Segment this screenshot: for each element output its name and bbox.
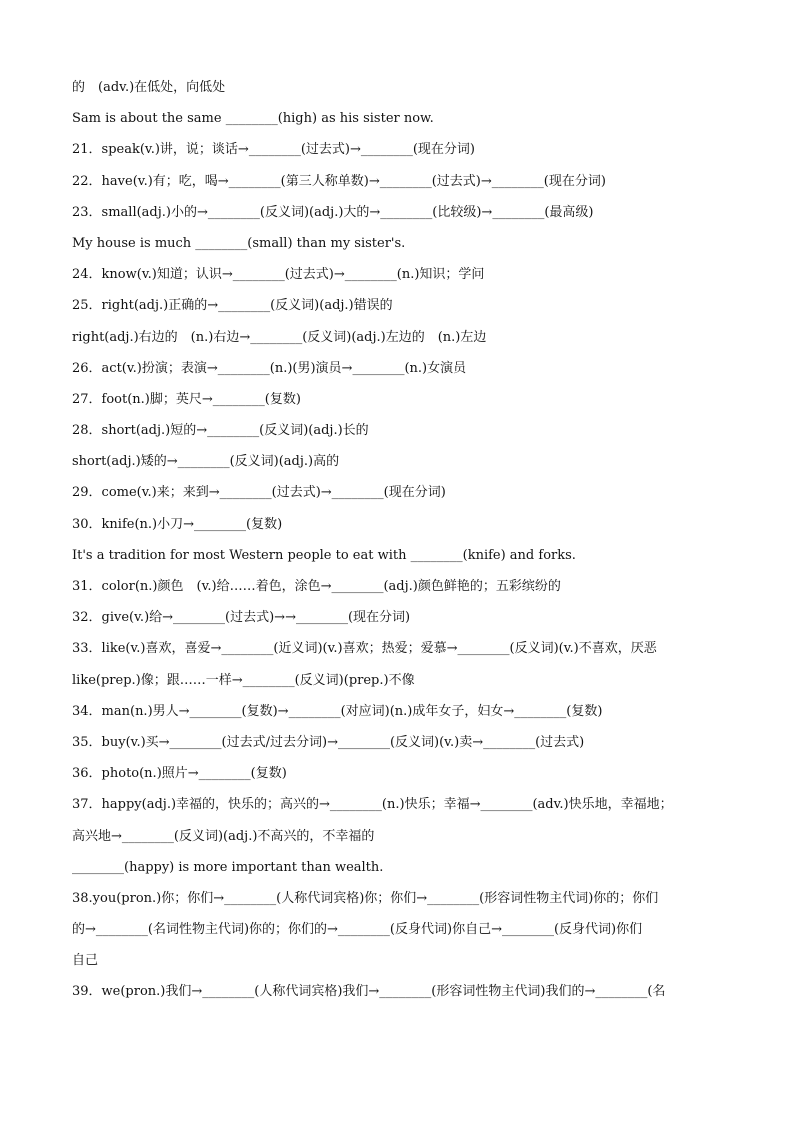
text-line: My house is much ________(small) than my sister's. <box>72 235 406 251</box>
text-line: 23．small(adj.)小的→________(反义词)(adj.)大的→________(比较级)→________(最高级) <box>72 204 594 220</box>
worksheet-body <box>72 76 732 1012</box>
text-line: ________(happy) is more important than wealth. <box>72 859 384 875</box>
text-line: 21．speak(v.)讲，说；谈话→________(过去式)→________(现在分词) <box>72 142 476 158</box>
text-line: 28．short(adj.)短的→________(反义词)(adj.)长的 <box>72 423 369 439</box>
text-line: right(adj.)右边的 (n.)右边→________(反义词)(adj.)左边的 (n.)左边 <box>72 329 487 345</box>
text-line: 30．knife(n.)小刀→________(复数) <box>72 516 283 532</box>
text-line: It's a tradition for most Western people to eat with ________(knife) and forks. <box>72 547 576 563</box>
text-line: 自己 <box>72 953 99 969</box>
text-line: 33．like(v.)喜欢，喜爱→________(近义词)(v.)喜欢；热爱；爱慕→________(反义词)(v.)不喜欢，厌恶 <box>72 641 657 657</box>
text-line: short(adj.)矮的→________(反义词)(adj.)高的 <box>72 454 340 470</box>
text-line: 27．foot(n.)脚；英尺→________(复数) <box>72 391 301 407</box>
text-line: 的 (adv.)在低处，向低处 <box>72 80 226 95</box>
text-line: 22．have(v.)有；吃，喝→________(第三人称单数)→________(过去式)→________(现在分词) <box>72 173 606 189</box>
text-line: 34．man(n.)男人→________(复数)→________(对应词)(n.)成年女子，妇女→________(复数) <box>72 703 603 719</box>
text-line: 29．come(v.)来；来到→________(过去式)→________(现在分词) <box>72 485 446 501</box>
text-line: 32．give(v.)给→________(过去式)→→________(现在分词) <box>72 610 411 626</box>
text-line: 25．right(adj.)正确的→________(反义词)(adj.)错误的 <box>72 298 393 314</box>
text-line: 31．color(n.)颜色 (v.)给……着色，涂色→________(adj.)颜色鲜艳的；五彩缤纷的 <box>72 579 561 594</box>
text-line: 高兴地→________(反义词)(adj.)不高兴的，不幸福的 <box>72 828 375 844</box>
text-line: 39．we(pron.)我们→________(人称代词宾格)我们→________(形容词性物主代词)我们的→________(名 <box>72 984 666 1000</box>
text-line: 26．act(v.)扮演；表演→________(n.)(男)演员→________(n.)女演员 <box>72 360 467 376</box>
text-line: Sam is about the same ________(high) as his sister now. <box>72 111 434 127</box>
text-line: 24．know(v.)知道；认识→________(过去式)→________(n.)知识；学问 <box>72 267 485 283</box>
text-line: 38.you(pron.)你；你们→________(人称代词宾格)你；你们→________(形容词性物主代词)你的；你们 <box>72 890 659 906</box>
text-line: 35．buy(v.)买→________(过去式/过去分词)→________(反义词)(v.)卖→________(过去式) <box>72 734 585 750</box>
text-line: 36．photo(n.)照片→________(复数) <box>72 766 287 782</box>
text-line: like(prep.)像；跟……一样→________(反义词)(prep.)不像 <box>72 672 415 688</box>
text-line: 37．happy(adj.)幸福的，快乐的；高兴的→________(n.)快乐；幸福→________(adv.)快乐地，幸福地； <box>72 797 673 813</box>
text-line: 的→________(名词性物主代词)你的；你们的→________(反身代词)你自己→________(反身代词)你们 <box>72 922 643 938</box>
